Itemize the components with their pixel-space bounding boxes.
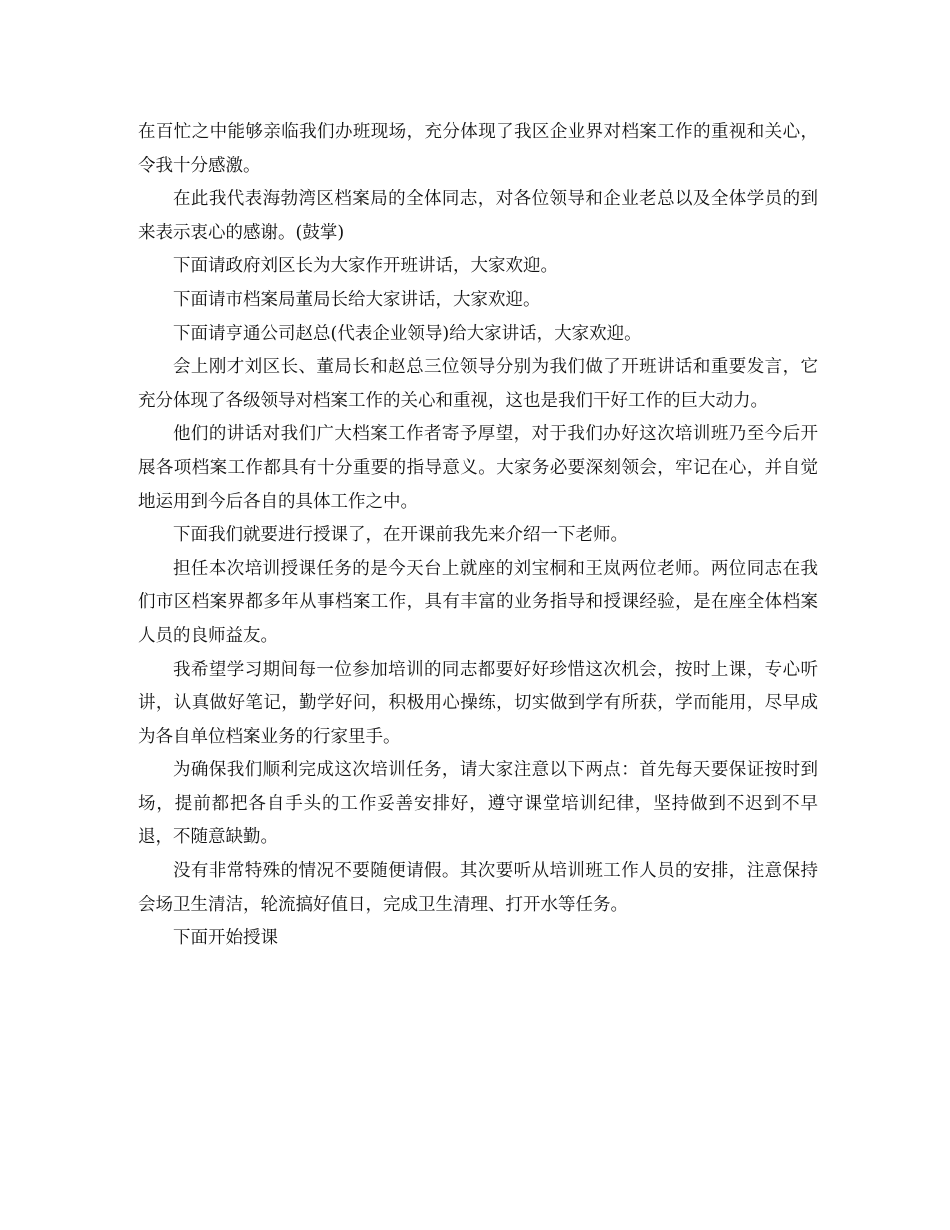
paragraph-3: 下面请政府刘区长为大家作开班讲话，大家欢迎。: [173, 256, 558, 277]
paragraph-2: 在此我代表海勃湾区档案局的全体同志，对各位领导和企业老总以及全体学员的到来表示衷心的感谢。(鼓掌): [138, 189, 818, 243]
paragraph-8: 下面我们就要进行授课了，在开课前我先来介绍一下老师。: [173, 525, 628, 546]
paragraph-6: 会上刚才刘区长、董局长和赵总三位领导分别为我们做了开班讲话和重要发言，它充分体现了各级领导对档案工作的关心和重视，这也是我们干好工作的巨大动力。: [138, 357, 818, 411]
paragraph-13: 下面开始授课: [173, 928, 278, 949]
paragraph-4: 下面请市档案局董局长给大家讲话，大家欢迎。: [173, 289, 541, 310]
paragraph-12: 没有非常特殊的情况不要随便请假。其次要听从培训班工作人员的安排，注意保持会场卫生清洁，轮流搞好值日，完成卫生清理、打开水等任务。: [138, 861, 818, 915]
paragraph-11: 为确保我们顺利完成这次培训任务，请大家注意以下两点：首先每天要保证按时到场，提前都把各自手头的工作妥善安排好，遵守课堂培训纪律，坚持做到不迟到不早退，不随意缺勤。: [138, 760, 818, 848]
paragraph-10: 我希望学习期间每一位参加培训的同志都要好好珍惜这次机会，按时上课，专心听讲，认真做好笔记，勤学好问，积极用心操练，切实做到学有所获，学而能用，尽早成为各自单位档案业务的行家里手。: [138, 659, 818, 747]
paragraph-9: 担任本次培训授课任务的是今天台上就座的刘宝桐和王岚两位老师。两位同志在我们市区档案界都多年从事档案工作，具有丰富的业务指导和授课经验，是在座全体档案人员的良师益友。: [138, 558, 818, 646]
paragraph-7: 他们的讲话对我们广大档案工作者寄予厚望，对于我们办好这次培训班乃至今后开展各项档案工作都具有十分重要的指导意义。大家务必要深刻领会，牢记在心，并自觉地运用到今后各自的具体工作之中。: [138, 424, 818, 512]
paragraph-1: 在百忙之中能够亲临我们办班现场，充分体现了我区企业界对档案工作的重视和关心，令我十分感激。: [138, 122, 818, 176]
paragraph-5: 下面请亨通公司赵总(代表企业领导)给大家讲话，大家欢迎。: [173, 323, 642, 344]
document-body: [138, 116, 818, 956]
